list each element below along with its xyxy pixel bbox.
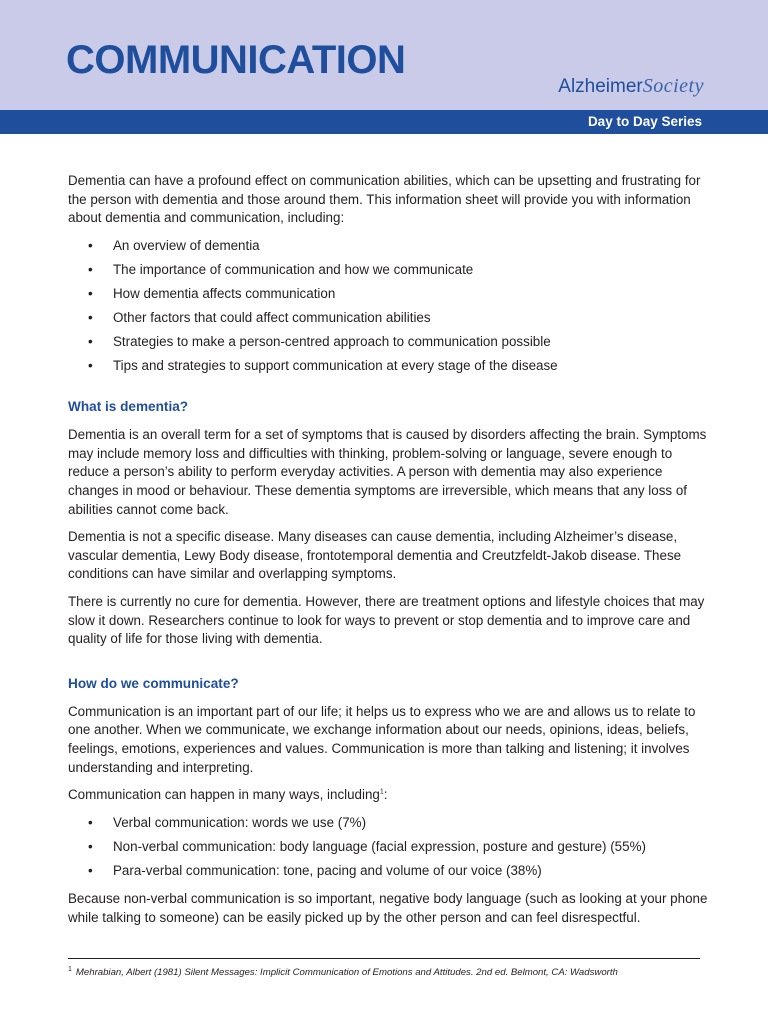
logo-text-society: Society: [642, 75, 704, 97]
heading-what-is-dementia: What is dementia?: [68, 399, 189, 415]
header-band: [0, 0, 768, 110]
paragraph: Because non-verbal communication is so important, negative body language (such as looking at your phone while talking to someone) can be easily picked up by the other person and can feel disrespectful.: [68, 891, 708, 925]
intro-paragraph: Dementia can have a profound effect on communication abilities, which can be upsetting and frustrating for the person with dementia and those around them. This information sheet will provide you with information about dementia and communication, including:: [68, 173, 701, 226]
logo-text-alzheimer: Alzheimer: [558, 76, 643, 97]
list-item: • Verbal communication: words we use (7%): [68, 814, 708, 833]
paragraph-with-footnote: [68, 786, 708, 805]
list-item: • The importance of communication and how we communicate: [68, 261, 708, 280]
paragraph-punctuation: :: [383, 787, 388, 803]
document-body: [68, 172, 708, 937]
paragraph: Communication is an important part of our life; it helps us to express who we are and allows us to relate to one another. When we communicate, we exchange information about our needs, opinions, ideas, beliefs, feelings, emotions, experiences and values. Communication is more than talking and listening; it involves understanding and interpreting.: [68, 703, 696, 775]
footnote: [68, 966, 708, 979]
list-item: • How dementia affects communication: [68, 285, 708, 304]
communication-types-list: [68, 814, 708, 881]
list-item: • Other factors that could affect communication abilities: [68, 309, 708, 328]
list-item: • Tips and strategies to support communication at every stage of the disease: [68, 357, 708, 376]
paragraph: There is currently no cure for dementia. However, there are treatment options and lifestyle choices that may slow it down. Researchers continue to look for ways to prevent or stop dementia and to improve care and quality of life for those living with dementia.: [68, 594, 705, 647]
paragraph-text: Communication can happen in many ways, including: [68, 787, 380, 803]
intro-bullet-list: [68, 237, 708, 376]
paragraph: Dementia is an overall term for a set of symptoms that is caused by disorders affecting the brain. Symptoms may include memory loss and difficulties with thinking, problem-solving or language, severe enough to reduce a person’s ability to perform everyday activities. A person with dementia may also experience changes in mood or behaviour. These dementia symptoms are irreversible, which means that any loss of abilities cannot come back.: [68, 427, 707, 517]
footnote-divider: [68, 958, 700, 959]
heading-how-do-we-communicate: How do we communicate?: [68, 675, 239, 691]
paragraph: Dementia is not a specific disease. Many diseases can cause dementia, including Alzheimer’s disease, vascular dementia, Lewy Body disease, frontotemporal dementia and Creutzfeldt-Jakob disease. These conditions can have similar and overlapping symptoms.: [68, 529, 682, 582]
alzheimer-society-logo: [558, 74, 704, 99]
footnote-text: Mehrabian, Albert (1981) Silent Messages: Implicit Communication of Emotions and Attitudes. 2nd ed. Belmont, CA: Wadsworth: [75, 967, 618, 978]
footnote-reference[interactable]: 1: [379, 788, 384, 796]
list-item: • Strategies to make a person-centred approach to communication possible: [68, 333, 708, 352]
document-title: COMMUNICATION: [66, 38, 406, 82]
list-item: • Non-verbal communication: body language (facial expression, posture and gesture) (55%): [68, 838, 708, 857]
series-bar: [0, 110, 768, 134]
list-item: • An overview of dementia: [68, 237, 708, 256]
series-label: Day to Day Series: [587, 114, 702, 129]
footnote-mark: 1: [68, 965, 72, 973]
list-item: • Para-verbal communication: tone, pacing and volume of our voice (38%): [68, 862, 708, 881]
